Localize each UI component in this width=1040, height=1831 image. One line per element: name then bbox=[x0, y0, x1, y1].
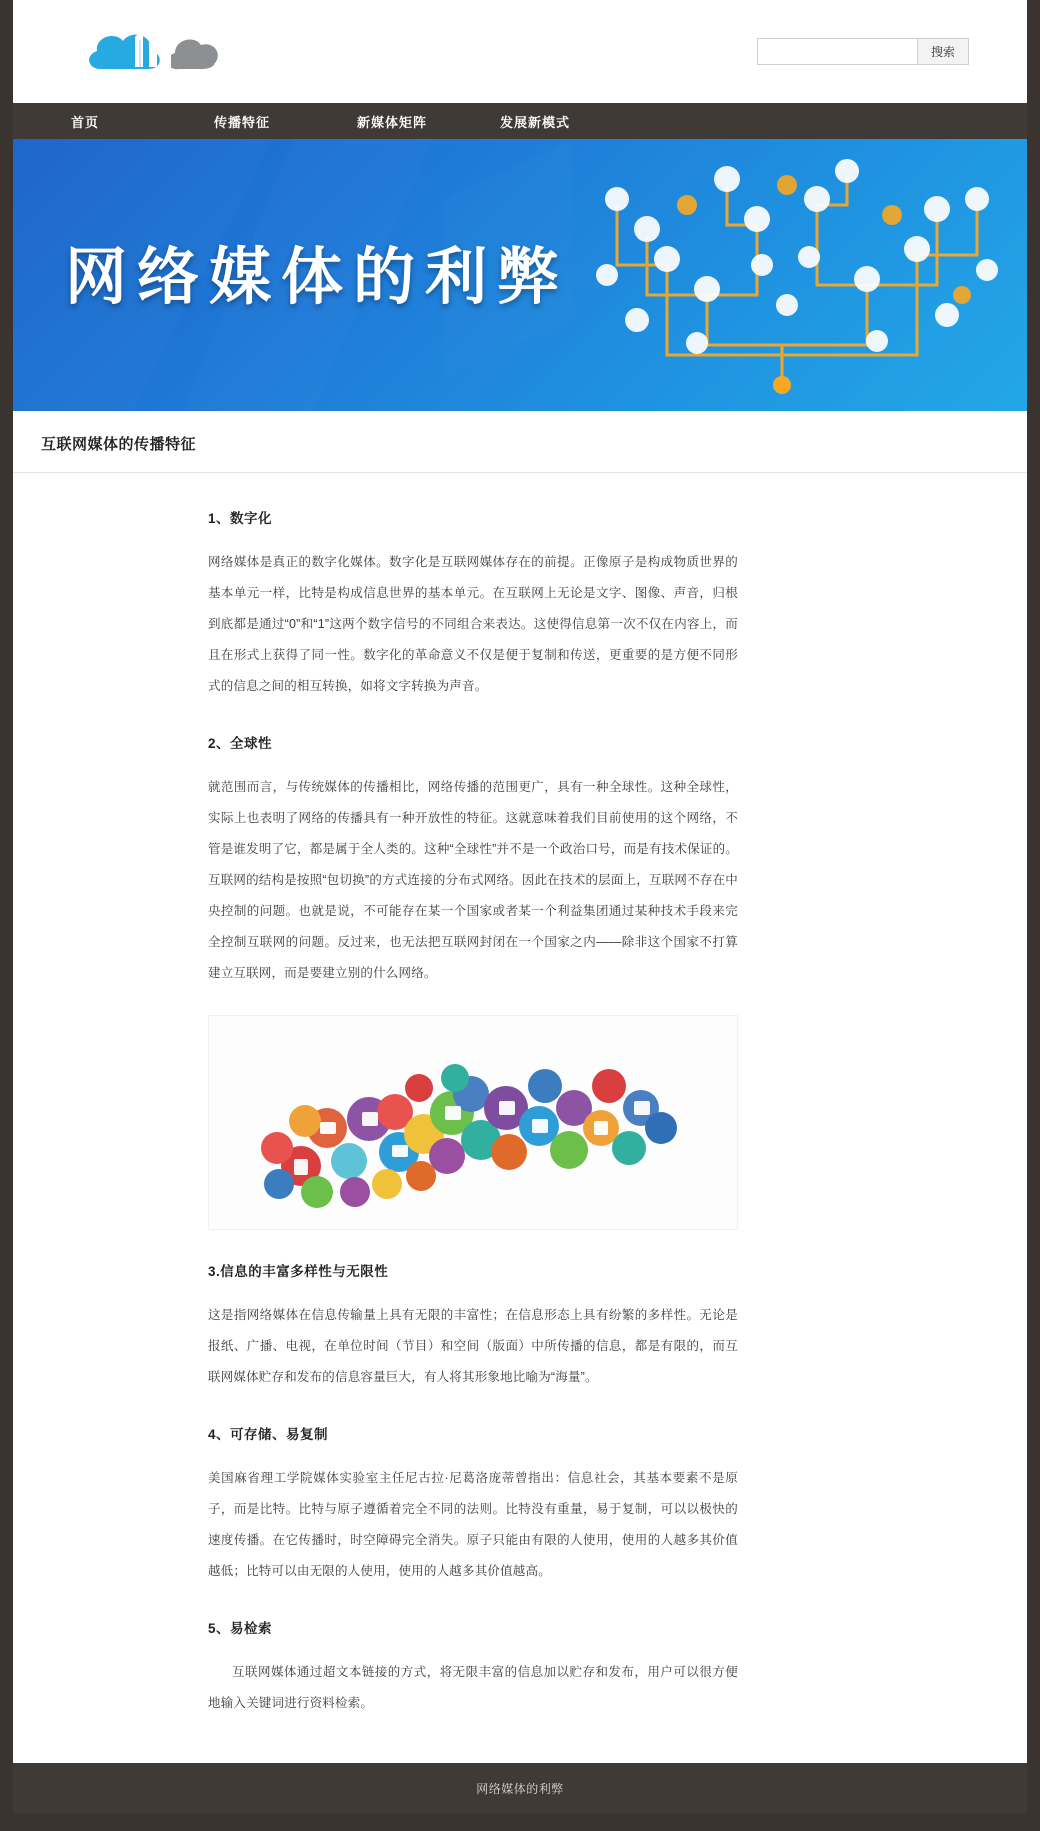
search-area[interactable] bbox=[757, 38, 969, 65]
search-input[interactable] bbox=[757, 38, 917, 65]
nav-item-new-media-matrix[interactable]: 新媒体矩阵 bbox=[357, 114, 428, 130]
nav-item-new-development-model[interactable]: 发展新模式 bbox=[500, 114, 571, 130]
page-title: 互联网媒体的传播特征 bbox=[13, 411, 1027, 473]
article-paragraph-1: 网络媒体是真正的数字化媒体。数字化是互联网媒体存在的前提。正像原子是构成物质世界的基本单元一样，比特是构成信息世界的基本单元。在互联网上无论是文字、图像、声音，归根到底都是通过“0”和“1”这两个数字信号的不同组合来表达。这使得信息第一次不仅在内容上，而且在形式上获得了同一性。数字化的革命意义不仅是便于复制和传送，更重要的是方便不同形式的信息之间的相互转换，如将文字转换为声音。 bbox=[208, 555, 738, 693]
banner-illustration bbox=[547, 145, 1017, 405]
article-paragraph-5: 互联网媒体通过超文本链接的方式，将无限丰富的信息加以贮存和发布，用户可以很方便地输入关键词进行资料检索。 bbox=[208, 1665, 738, 1710]
article-heading-1: 1、数字化 bbox=[208, 511, 273, 526]
site-header bbox=[13, 0, 1027, 103]
nav-item-home[interactable]: 首页 bbox=[71, 114, 100, 130]
nav-item-communication-features[interactable]: 传播特征 bbox=[214, 114, 271, 130]
article-paragraph-3: 这是指网络媒体在信息传输量上具有无限的丰富性；在信息形态上具有纷繁的多样性。无论是报纸、广播、电视，在单位时间（节目）和空间（版面）中所传播的信息，都是有限的，而互联网媒体贮存和发布的信息容量巨大，有人将其形象地比喻为“海量”。 bbox=[208, 1308, 738, 1384]
colorful-media-icons-cluster-image bbox=[209, 1016, 738, 1230]
article bbox=[13, 473, 1027, 1719]
article-paragraph-2: 就范围而言，与传统媒体的传播相比，网络传播的范围更广，具有一种全球性。这种全球性，实际上也表明了网络的传播具有一种开放性的特征。这就意味着我们目前使用的这个网络，不管是谁发明了它，都是属于全人类的。这种“全球性”并不是一个政治口号，而是有技术保证的。互联网的结构是按照“包切换”的方式连接的分布式网络。因此在技术的层面上，互联网不存在中央控制的问题。也就是说，不可能存在某一个国家或者某一个利益集团通过某种技术手段来完全控制互联网的问题。反过来，也无法把互联网封闭在一个国家之内——除非这个国家不打算建立互联网，而是要建立别的什么网络。 bbox=[208, 780, 738, 980]
article-heading-5: 5、易检索 bbox=[208, 1621, 273, 1636]
article-paragraph-4: 美国麻省理工学院媒体实验室主任尼古拉·尼葛洛庞蒂曾指出：信息社会，其基本要素不是原子，而是比特。比特与原子遵循着完全不同的法则。比特没有重量，易于复制，可以以极快的速度传播。在它传播时，时空障碍完全消失。原子只能由有限的人使用，使用的人越多其价值越低；比特可以由无限的人使用，使用的人越多其价值越高。 bbox=[208, 1471, 738, 1578]
article-heading-4: 4、可存储、易复制 bbox=[208, 1427, 329, 1442]
search-button[interactable]: 搜索 bbox=[917, 38, 969, 65]
bottom-spacer bbox=[0, 1813, 1040, 1831]
hero-banner bbox=[13, 139, 1027, 411]
site-logo[interactable] bbox=[83, 19, 223, 85]
cloud-chart-logo-icon bbox=[83, 19, 223, 85]
article-figure bbox=[208, 1015, 738, 1230]
site-footer bbox=[13, 1763, 1027, 1813]
footer-text: 网络媒体的利弊 bbox=[476, 1781, 564, 1796]
article-heading-2: 2、全球性 bbox=[208, 736, 273, 751]
banner-title: 网络媒体的利弊 bbox=[65, 240, 570, 313]
content-area bbox=[13, 411, 1027, 1763]
article-heading-3: 3.信息的丰富多样性与无限性 bbox=[208, 1264, 389, 1279]
main-nav bbox=[13, 103, 1027, 139]
